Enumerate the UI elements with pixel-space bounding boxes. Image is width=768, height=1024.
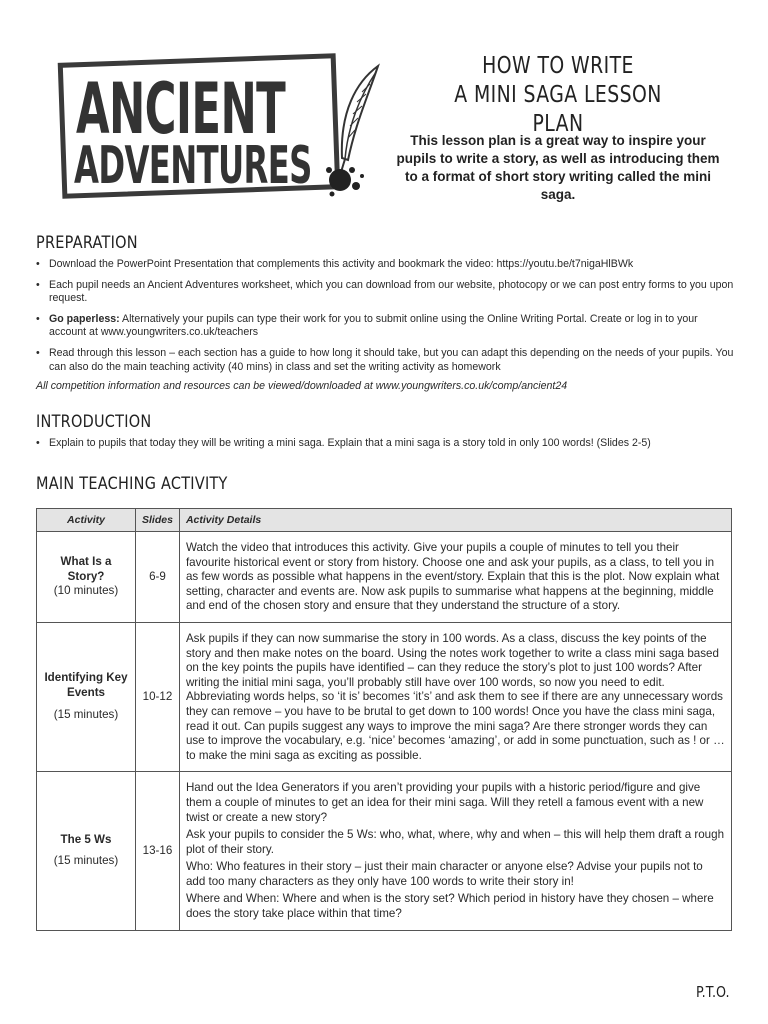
- list-item-bold: Go paperless:: [49, 312, 120, 325]
- slides-cell: 6-9: [136, 532, 180, 623]
- activity-cell: [37, 772, 136, 930]
- slides-cell: 10-12: [136, 622, 180, 771]
- activity-cell: [37, 622, 136, 771]
- column-header-details: Activity Details: [179, 509, 731, 532]
- activity-duration: (15 minutes): [53, 853, 119, 867]
- preparation-heading: PREPARATION: [36, 233, 138, 253]
- page-title: [418, 52, 698, 139]
- intro-paragraph: This lesson plan is a great way to inspire your pupils to write a story, as well as introducing them to a format of short story writing called the mini saga.: [396, 133, 720, 202]
- activity-table: [36, 508, 732, 931]
- slides-cell: 13-16: [136, 772, 180, 930]
- please-turn-over: P.T.O.: [696, 983, 730, 1001]
- table-row: [37, 772, 732, 930]
- list-item: [36, 258, 736, 272]
- column-header-slides: Slides: [136, 509, 180, 532]
- preparation-list: [36, 258, 736, 381]
- details-cell: [179, 772, 731, 930]
- table-row: [37, 622, 732, 771]
- list-item: [36, 347, 736, 374]
- table-header-row: [37, 509, 732, 532]
- list-item-text: Each pupil needs an Ancient Adventures worksheet, which you can download from our website, photocopy or we can post entry forms to you upon request.: [49, 278, 734, 305]
- details-paragraph: Ask pupils if they can now summarise the story in 100 words. As a class, discuss the key points of the story and then make notes on the board. Using the notes work together to write a class mini saga based on the key points the pupils have identified – can they reduce the story’s plot to just 100 words? After writing the initial mini saga, you’ll probably still have over 100 words, so now you need to edit. Abbreviating words helps, so ‘it is’ becomes ‘it’s’ and ask them to see if there are any unnecessary words they can remove – you have to be brutal to get down to 100 words! Once you have the class mini saga, read it out. Can pupils suggest any ways to improve the mini saga? Are there stronger words they can use to improve the vocabulary, e.g. ‘nice’ becomes ‘amazing’, or add in some punctuation, such as ! or … to make the mini saga as exciting as possible.: [185, 631, 725, 762]
- list-item-text: Alternatively your pupils can type their work for you to submit online using the Online Writing Portal. Create or log in to your account at www.youngwriters.co.uk/teachers: [49, 312, 698, 339]
- list-item-text: Read through this lesson – each section has a guide to how long it should take, but you can adapt this depending on the needs of your pupils. You can also do the main teaching activity (40 mins) in class and set the writing activity as homework: [49, 346, 734, 373]
- activity-name: The 5 Ws: [60, 833, 112, 847]
- details-paragraph: Where and When: Where and when is the story set? Which period in history have they chosen – where does the story take place within that time?: [185, 892, 714, 921]
- activity-name: What Is a Story?: [60, 555, 112, 583]
- activity-cell: [37, 532, 136, 623]
- logo-line2: ADVENTURES: [74, 136, 312, 196]
- details-paragraph: Watch the video that introduces this activity. Give your pupils a couple of minutes to tell you their favourite historical event or story from history. Choose one and ask your pupils, as a class, to tell you in as few words as possible what happens in the event/story. Explain that this is the plot. Now explain what setting, character and events are. Now ask pupils to summarise what happens at the beginning, middle and end of the chosen story and ensure that they understand the structure of a story.: [185, 541, 720, 613]
- activity-duration: (15 minutes): [53, 708, 119, 722]
- column-header-activity: Activity: [37, 509, 136, 532]
- details-cell: [179, 532, 731, 623]
- title-line1: HOW TO WRITE: [482, 53, 634, 79]
- competition-note: All competition information and resources can be viewed/downloaded at www.youngwriters.co.uk/comp/ancient24: [36, 380, 568, 392]
- activity-duration: (10 minutes): [53, 584, 119, 598]
- activity-name: Identifying Key Events: [44, 671, 128, 699]
- list-item-text: Download the PowerPoint Presentation that complements this activity and bookmark the video: https://youtu.be/t7nigaHlBWk: [49, 258, 634, 270]
- table-row: [37, 532, 732, 623]
- title-line2: A MINI SAGA LESSON PLAN: [454, 82, 662, 137]
- main-activity-heading: MAIN TEACHING ACTIVITY: [36, 474, 228, 494]
- quill-feather-icon: [326, 62, 386, 202]
- introduction-list: [36, 437, 736, 458]
- list-item: [36, 313, 736, 340]
- ancient-adventures-logo: [58, 48, 388, 208]
- details-paragraph: Who: Who features in their story – just their main character or anyone else? Advise your pupils not to add too many characters as they only have 100 words to write their story in!: [185, 860, 703, 888]
- details-cell: [179, 622, 731, 771]
- list-item: [36, 279, 736, 306]
- introduction-heading: INTRODUCTION: [36, 412, 152, 432]
- details-paragraph: Ask your pupils to consider the 5 Ws: who, what, where, why and when – this will help them draft a rough plot of their story.: [185, 828, 725, 856]
- details-paragraph: Hand out the Idea Generators if you aren’t providing your pupils with a historic period/figure and give them a couple of minutes to get an idea for their mini saga. Will they retell a famous event with a new twist or create a new story?: [185, 781, 704, 824]
- logo-line1: ANCIENT: [76, 68, 286, 150]
- list-item: • Explain to pupils that today they will be writing a mini saga. Explain that a mini saga is a story told in only 100 words! (Slides 2-5): [36, 437, 736, 451]
